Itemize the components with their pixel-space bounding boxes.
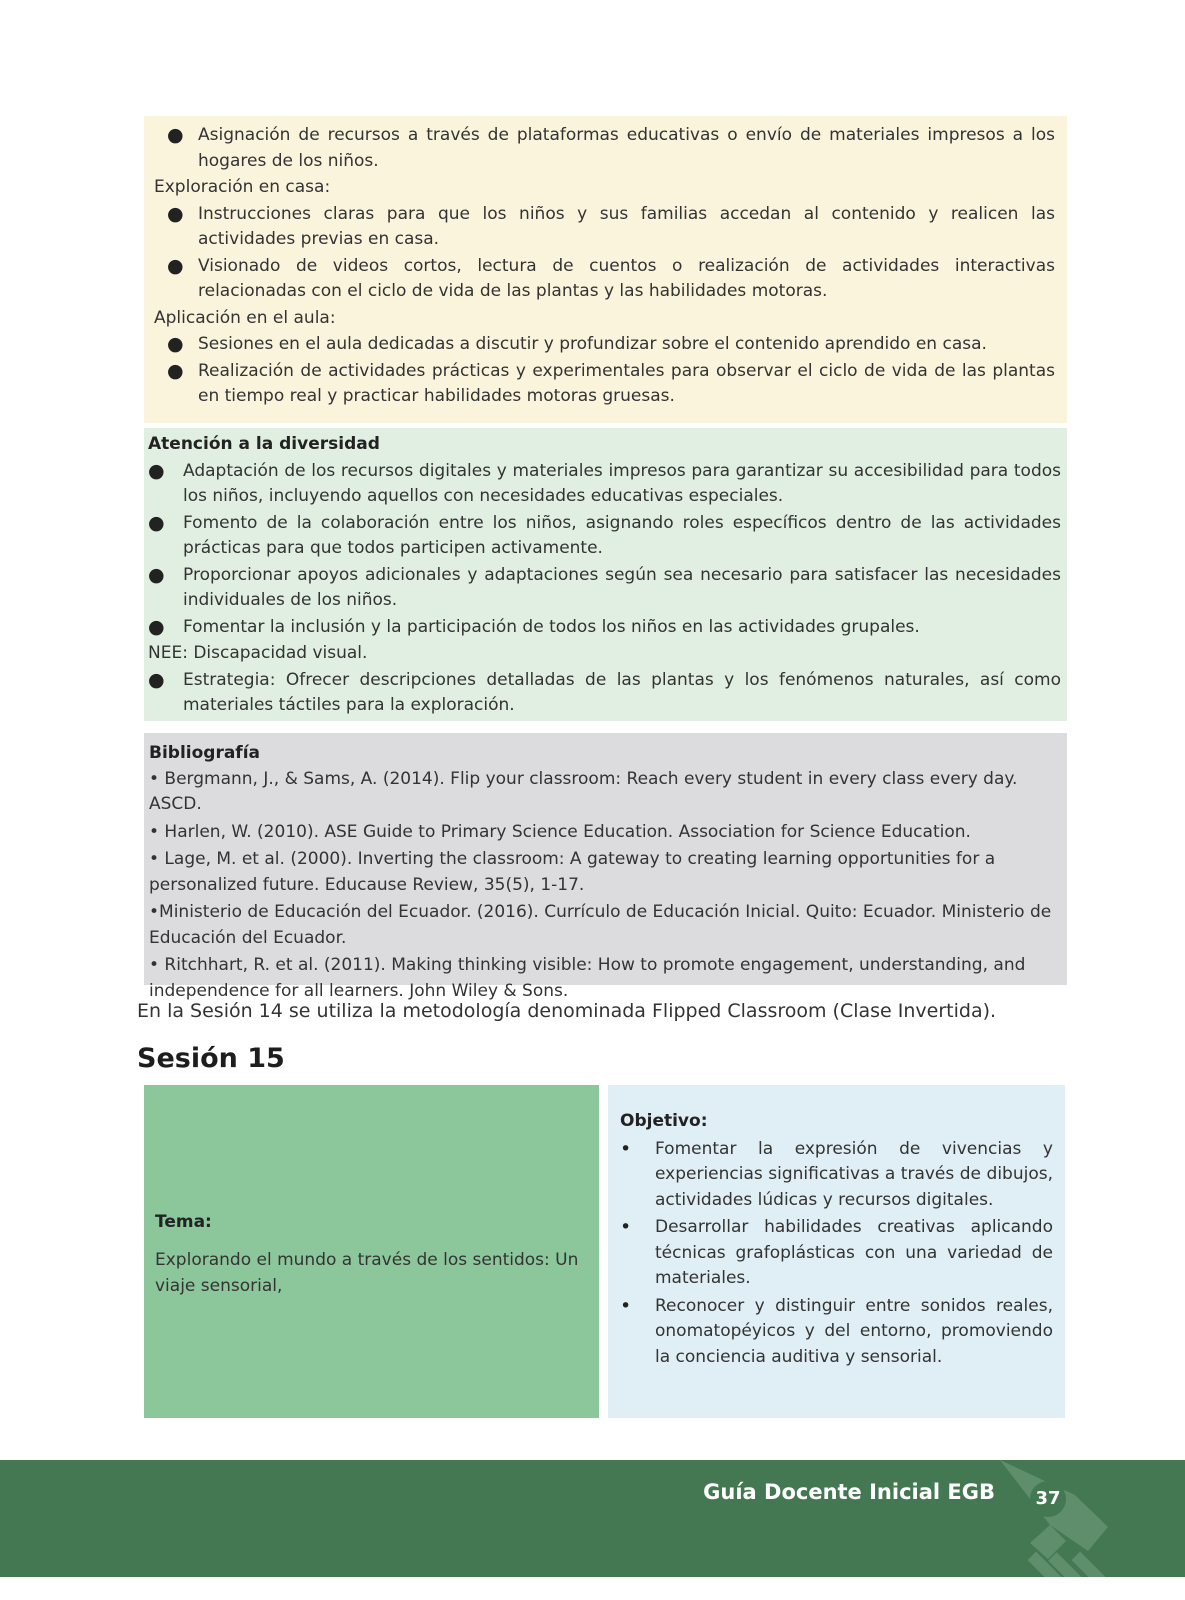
list-item (154, 359, 1055, 410)
strategy-list (148, 668, 1061, 719)
bullet-icon: ● (167, 254, 184, 277)
bibliography-entry: • Harlen, W. (2010). ASE Guide to Primary Science Education. Association for Science Education. (149, 821, 971, 842)
bullet-icon: ● (148, 459, 165, 482)
list-item (148, 615, 1061, 641)
list-item (620, 1137, 1053, 1214)
page-number: 37 (1030, 1481, 1066, 1517)
list-item-text: Visionado de videos cortos, lectura de cuentos o realización de actividades interactivas relacionadas con el ciclo de vida de las plantas y las habilidades motoras. (198, 255, 1055, 301)
bullet-icon: ● (148, 511, 165, 534)
rocket-icon (990, 1460, 1140, 1577)
home-exploration-heading: Exploración en casa: (154, 177, 331, 197)
diversity-list (148, 459, 1061, 641)
list-item (154, 202, 1055, 253)
list-item-text: Adaptación de los recursos digitales y materiales impresos para garantizar su accesibilidad para todos los niños, incluyendo aquellos con necesidades educativas especiales. (183, 460, 1061, 506)
bibliography-entry: • Lage, M. et al. (2000). Inverting the classroom: A gateway to creating learning opportunities for a personalized future. Educause Review, 35(5), 1-17. (149, 849, 996, 895)
classroom-application-heading: Aplicación en el aula: (154, 307, 336, 328)
list-item (154, 123, 1055, 174)
list-item (148, 668, 1061, 719)
list-item (148, 459, 1061, 510)
resource-list (154, 123, 1055, 174)
bullet-icon: ● (148, 615, 165, 638)
bibliography-title: Bibliografía (149, 743, 261, 763)
diversity-title: Atención a la diversidad (148, 434, 380, 454)
topic-box (144, 1085, 599, 1418)
home-exploration-list (154, 202, 1055, 305)
objective-list (620, 1137, 1053, 1371)
list-item-text: Proporcionar apoyos adicionales y adaptaciones según sea necesario para satisfacer las necesidades individuales de los niños. (183, 564, 1061, 610)
objective-label: Objetivo: (620, 1111, 708, 1131)
bullet-icon: ● (167, 359, 184, 382)
session-title: Sesión 15 (137, 1043, 285, 1074)
list-item-text: Desarrollar habilidades creativas aplicando técnicas grafoplásticas con una variedad de materiales. (655, 1217, 1053, 1288)
bullet-icon: ● (167, 124, 184, 146)
list-item-text: Fomentar la expresión de vivencias y experiencias significativas a través de dibujos, actividades lúdicas y recursos digitales. (655, 1138, 1053, 1210)
diversity-box (144, 428, 1067, 721)
bibliography-entry: •Ministerio de Educación del Ecuador. (2016). Currículo de Educación Inicial. Quito: Ecuador. Ministerio de Educación del Ecuador. (149, 902, 1052, 948)
bullet-icon: ● (167, 333, 184, 355)
list-item (154, 254, 1055, 305)
list-item (154, 332, 1055, 358)
list-item-text: Asignación de recursos a través de plataformas educativas o envío de materiales impresos a los hogares de los niños. (198, 125, 1055, 171)
list-item-text: Realización de actividades prácticas y experimentales para observar el ciclo de vida de las plantas en tiempo real y practicar habilidades motoras gruesas. (198, 360, 1055, 406)
list-item-text: Instrucciones claras para que los niños y sus familias accedan al contenido y realicen las actividades previas en casa. (198, 203, 1055, 249)
list-item (148, 563, 1061, 614)
list-item-text: Fomentar la inclusión y la participación de todos los niños en las actividades grupales. (183, 616, 920, 637)
list-item-text: Estrategia: Ofrecer descripciones detalladas de las plantas y los fenómenos naturales, así como materiales táctiles para la exploración. (183, 669, 1061, 715)
bullet-icon: ● (148, 668, 165, 691)
nee-label: NEE: Discapacidad visual. (148, 643, 368, 663)
list-item (620, 1215, 1053, 1292)
methodology-steps-box (144, 116, 1067, 423)
bibliography-entry: • Ritchhart, R. et al. (2011). Making thinking visible: How to promote engagement, understanding, and independence for all learners. John Wiley & Sons. (149, 955, 1026, 1001)
bullet-icon: • (620, 1294, 632, 1317)
page-footer (0, 1460, 1185, 1577)
guide-title: Guía Docente Inicial EGB (703, 1480, 995, 1504)
list-item (620, 1294, 1053, 1371)
objective-box (608, 1085, 1065, 1418)
bullet-icon: • (620, 1216, 632, 1238)
methodology-note: En la Sesión 14 se utiliza la metodología denominada Flipped Classroom (Clase Invertida). (137, 1000, 997, 1022)
bullet-icon: ● (167, 202, 184, 225)
bibliography-entry: • Bergmann, J., & Sams, A. (2014). Flip your classroom: Reach every student in every class every day. ASCD. (149, 768, 1018, 814)
topic-text: Explorando el mundo a través de los sentidos: Un viaje sensorial, (155, 1250, 579, 1296)
classroom-application-list (154, 332, 1055, 410)
list-item-text: Fomento de la colaboración entre los niños, asignando roles específicos dentro de las actividades prácticas para que todos participen activamente. (183, 512, 1061, 558)
topic-label: Tema: (155, 1212, 212, 1232)
list-item-text: Sesiones en el aula dedicadas a discutir y profundizar sobre el contenido aprendido en casa. (198, 334, 987, 354)
list-item (148, 511, 1061, 562)
bullet-icon: ● (148, 563, 165, 586)
bibliography-box (144, 733, 1067, 1001)
list-item-text: Reconocer y distinguir entre sonidos reales, onomatopéyicos y del entorno, promoviendo la conciencia auditiva y sensorial. (655, 1295, 1053, 1367)
bullet-icon: • (620, 1137, 632, 1160)
